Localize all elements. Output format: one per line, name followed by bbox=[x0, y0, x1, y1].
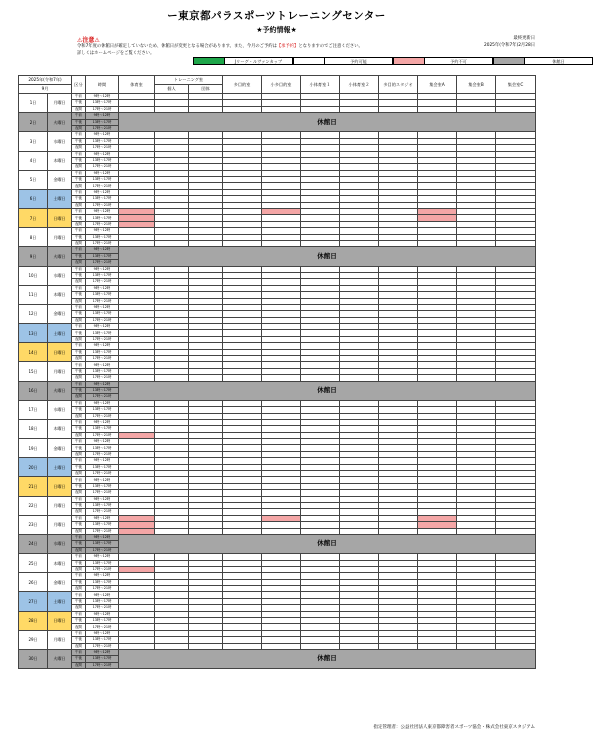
time-cell: 9時～12時 bbox=[86, 266, 119, 272]
notice-line1b: となりますのでご注意ください。 bbox=[298, 44, 363, 49]
time-cell: 9時～12時 bbox=[86, 496, 119, 502]
table-row bbox=[19, 534, 536, 540]
weekday-cell: 日曜日 bbox=[48, 611, 72, 630]
slot-cell: 午前 bbox=[72, 381, 86, 387]
slot-cell: 夜間 bbox=[72, 317, 86, 323]
facility-header: 多目的スタジオ bbox=[379, 76, 418, 94]
slot-cell: 午後 bbox=[72, 618, 86, 624]
date-cell: 12日 bbox=[19, 304, 48, 323]
training-sub-individual: 個人 bbox=[155, 85, 189, 94]
legend-swatch-gray bbox=[493, 57, 525, 65]
table-row bbox=[19, 381, 536, 387]
closed-day-cell: 休館日 bbox=[119, 534, 536, 553]
legend-label: Jリーグ・ルヴァンカップ bbox=[225, 57, 293, 65]
date-cell: 28日 bbox=[19, 611, 48, 630]
time-cell: 17時～21時 bbox=[86, 586, 119, 592]
date-cell: 1日 bbox=[19, 94, 48, 113]
time-cell: 17時～21時 bbox=[86, 240, 119, 246]
date-cell: 8日 bbox=[19, 228, 48, 247]
slot-cell: 午前 bbox=[72, 209, 86, 215]
table-row bbox=[19, 247, 536, 253]
slot-cell: 夜間 bbox=[72, 106, 86, 112]
slot-cell: 午前 bbox=[72, 285, 86, 291]
slot-cell: 午後 bbox=[72, 579, 86, 585]
slot-cell: 午後 bbox=[72, 177, 86, 183]
time-cell: 13時～17時 bbox=[86, 253, 119, 259]
date-cell: 21日 bbox=[19, 477, 48, 496]
time-cell: 9時～12時 bbox=[86, 304, 119, 310]
weekday-cell: 木曜日 bbox=[48, 554, 72, 573]
time-cell: 17時～21時 bbox=[86, 260, 119, 266]
slot-cell: 午後 bbox=[72, 426, 86, 432]
time-cell: 17時～21時 bbox=[86, 164, 119, 170]
slot-cell: 午前 bbox=[72, 515, 86, 521]
weekday-cell: 日曜日 bbox=[48, 477, 72, 496]
slot-cell: 午後 bbox=[72, 234, 86, 240]
slot-cell: 夜間 bbox=[72, 125, 86, 131]
time-cell: 17時～21時 bbox=[86, 471, 119, 477]
training-header: トレーニング室 bbox=[155, 76, 223, 85]
date-cell: 16日 bbox=[19, 381, 48, 400]
notice-line2: 詳しくはホームページをご覧ください。 bbox=[77, 51, 155, 56]
time-cell: 9時～12時 bbox=[86, 534, 119, 540]
updated-date: 2025年(令和7年)2月28日 bbox=[483, 43, 535, 48]
date-cell: 4日 bbox=[19, 151, 48, 170]
time-cell: 17時～21時 bbox=[86, 643, 119, 649]
slot-cell: 夜間 bbox=[72, 164, 86, 170]
time-cell: 17時～21時 bbox=[86, 279, 119, 285]
time-cell: 13時～17時 bbox=[86, 311, 119, 317]
time-cell: 17時～21時 bbox=[86, 145, 119, 151]
weekday-cell: 火曜日 bbox=[48, 649, 72, 668]
slot-cell: 午前 bbox=[72, 151, 86, 157]
slot-cell: 午前 bbox=[72, 611, 86, 617]
time-cell: 17時～21時 bbox=[86, 356, 119, 362]
slot-cell: 夜間 bbox=[72, 356, 86, 362]
time-cell: 9時～12時 bbox=[86, 94, 119, 100]
date-cell: 2日 bbox=[19, 113, 48, 132]
weekday-cell: 木曜日 bbox=[48, 151, 72, 170]
slot-cell: 夜間 bbox=[72, 566, 86, 572]
date-cell: 20日 bbox=[19, 458, 48, 477]
slot-cell: 夜間 bbox=[72, 394, 86, 400]
time-cell: 9時～12時 bbox=[86, 324, 119, 330]
slot-cell: 午前 bbox=[72, 400, 86, 406]
month-header: 9月 bbox=[19, 85, 72, 94]
reservation-table bbox=[18, 75, 536, 669]
legend-label: 予約可能 bbox=[325, 57, 393, 65]
date-cell: 5日 bbox=[19, 170, 48, 189]
legend-item bbox=[393, 57, 493, 65]
time-cell: 13時～17時 bbox=[86, 177, 119, 183]
weekday-cell: 水曜日 bbox=[48, 132, 72, 151]
slot-cell: 夜間 bbox=[72, 662, 86, 668]
slot-cell: 夜間 bbox=[72, 413, 86, 419]
time-cell: 9時～12時 bbox=[86, 400, 119, 406]
slot-cell: 午後 bbox=[72, 349, 86, 355]
slot-cell: 午前 bbox=[72, 573, 86, 579]
date-cell: 13日 bbox=[19, 324, 48, 343]
legend-item bbox=[493, 57, 593, 65]
slot-cell: 午後 bbox=[72, 503, 86, 509]
time-cell: 9時～12時 bbox=[86, 630, 119, 636]
date-cell: 11日 bbox=[19, 285, 48, 304]
slot-cell: 夜間 bbox=[72, 279, 86, 285]
slot-cell: 夜間 bbox=[72, 202, 86, 208]
weekday-cell: 土曜日 bbox=[48, 458, 72, 477]
slot-cell: 夜間 bbox=[72, 624, 86, 630]
date-cell: 27日 bbox=[19, 592, 48, 611]
facility-header: 小体育室１ bbox=[301, 76, 340, 94]
legend-label: 休館日 bbox=[525, 57, 593, 65]
date-cell: 14日 bbox=[19, 343, 48, 362]
slot-cell: 夜間 bbox=[72, 432, 86, 438]
date-cell: 25日 bbox=[19, 554, 48, 573]
weekday-cell: 水曜日 bbox=[48, 266, 72, 285]
weekday-cell: 金曜日 bbox=[48, 170, 72, 189]
facility-header: 小体育室２ bbox=[340, 76, 379, 94]
time-cell: 13時～17時 bbox=[86, 541, 119, 547]
time-cell: 13時～17時 bbox=[86, 407, 119, 413]
slot-cell: 夜間 bbox=[72, 375, 86, 381]
training-sub-group: 団体 bbox=[189, 85, 223, 94]
slot-cell: 午前 bbox=[72, 324, 86, 330]
slot-cell: 午前 bbox=[72, 649, 86, 655]
closed-day-cell: 休館日 bbox=[119, 247, 536, 266]
slot-cell: 午後 bbox=[72, 368, 86, 374]
date-cell: 7日 bbox=[19, 209, 48, 228]
weekday-cell: 火曜日 bbox=[48, 381, 72, 400]
time-cell: 13時～17時 bbox=[86, 426, 119, 432]
weekday-cell: 火曜日 bbox=[48, 247, 72, 266]
slot-cell: 夜間 bbox=[72, 451, 86, 457]
facility-header: 集会室C bbox=[496, 76, 536, 94]
table-row bbox=[19, 113, 536, 119]
time-cell: 17時～21時 bbox=[86, 662, 119, 668]
time-cell: 9時～12時 bbox=[86, 381, 119, 387]
weekday-cell: 水曜日 bbox=[48, 400, 72, 419]
time-cell: 17時～21時 bbox=[86, 336, 119, 342]
slot-cell: 午後 bbox=[72, 253, 86, 259]
slot-cell: 午前 bbox=[72, 189, 86, 195]
time-cell: 17時～21時 bbox=[86, 375, 119, 381]
legend bbox=[193, 57, 593, 65]
time-cell: 13時～17時 bbox=[86, 637, 119, 643]
time-cell: 9時～12時 bbox=[86, 113, 119, 119]
year-header: 2025年(令和7年) bbox=[19, 76, 72, 85]
time-cell: 9時～12時 bbox=[86, 285, 119, 291]
time-cell: 13時～17時 bbox=[86, 215, 119, 221]
weekday-cell: 土曜日 bbox=[48, 189, 72, 208]
time-cell: 13時～17時 bbox=[86, 579, 119, 585]
footer-text: 指定管理者：公益社団法人東京都障害者スポーツ協会・株式会社東京スタジアム bbox=[373, 725, 535, 730]
notice-line1a: 令和7年度の休館日が確定していないため、休館日が変更となる場合があります。また、今月のご予約は bbox=[77, 44, 277, 49]
weekday-cell: 日曜日 bbox=[48, 343, 72, 362]
closed-day-cell: 休館日 bbox=[119, 113, 536, 132]
weekday-cell: 月曜日 bbox=[48, 515, 72, 534]
time-cell: 9時～12時 bbox=[86, 419, 119, 425]
time-cell: 9時～12時 bbox=[86, 573, 119, 579]
slot-cell: 夜間 bbox=[72, 183, 86, 189]
date-cell: 17日 bbox=[19, 400, 48, 419]
date-cell: 15日 bbox=[19, 362, 48, 381]
time-cell: 9時～12時 bbox=[86, 554, 119, 560]
time-cell: 9時～12時 bbox=[86, 477, 119, 483]
legend-swatch-white bbox=[293, 57, 325, 65]
time-cell: 9時～12時 bbox=[86, 458, 119, 464]
slot-cell: 午前 bbox=[72, 419, 86, 425]
weekday-cell: 月曜日 bbox=[48, 496, 72, 515]
weekday-cell: 月曜日 bbox=[48, 94, 72, 113]
slot-cell: 午後 bbox=[72, 272, 86, 278]
time-cell: 17時～21時 bbox=[86, 106, 119, 112]
slot-cell: 午前 bbox=[72, 343, 86, 349]
slot-cell: 午前 bbox=[72, 439, 86, 445]
time-cell: 9時～12時 bbox=[86, 515, 119, 521]
weekday-cell: 火曜日 bbox=[48, 113, 72, 132]
slot-cell: 午後 bbox=[72, 100, 86, 106]
weekday-cell: 木曜日 bbox=[48, 419, 72, 438]
time-cell: 9時～12時 bbox=[86, 151, 119, 157]
time-cell: 13時～17時 bbox=[86, 483, 119, 489]
time-cell: 17時～21時 bbox=[86, 221, 119, 227]
slot-cell: 午前 bbox=[72, 132, 86, 138]
notice-line1-red: 【承予約】 bbox=[276, 44, 299, 49]
update-info bbox=[484, 35, 535, 49]
time-cell: 9時～12時 bbox=[86, 170, 119, 176]
slot-cell: 午後 bbox=[72, 560, 86, 566]
slot-cell: 午前 bbox=[72, 113, 86, 119]
date-cell: 18日 bbox=[19, 419, 48, 438]
slot-cell: 午後 bbox=[72, 292, 86, 298]
date-cell: 9日 bbox=[19, 247, 48, 266]
time-cell: 9時～12時 bbox=[86, 343, 119, 349]
date-cell: 29日 bbox=[19, 630, 48, 649]
time-cell: 13時～17時 bbox=[86, 196, 119, 202]
slot-cell: 夜間 bbox=[72, 643, 86, 649]
facility-header: 集会室A bbox=[418, 76, 457, 94]
closed-day-cell: 休館日 bbox=[119, 381, 536, 400]
date-cell: 6日 bbox=[19, 189, 48, 208]
page-title: ー東京都パラスポーツトレーニングセンター bbox=[167, 10, 386, 22]
slot-cell: 午前 bbox=[72, 630, 86, 636]
slot-cell: 午前 bbox=[72, 534, 86, 540]
time-cell: 13時～17時 bbox=[86, 387, 119, 393]
table-row bbox=[19, 649, 536, 655]
slot-cell: 夜間 bbox=[72, 547, 86, 553]
time-cell: 17時～21時 bbox=[86, 451, 119, 457]
time-cell: 13時～17時 bbox=[86, 100, 119, 106]
time-cell: 13時～17時 bbox=[86, 138, 119, 144]
weekday-cell: 月曜日 bbox=[48, 362, 72, 381]
time-cell: 13時～17時 bbox=[86, 618, 119, 624]
time-cell: 9時～12時 bbox=[86, 228, 119, 234]
time-cell: 17時～21時 bbox=[86, 490, 119, 496]
slot-cell: 午前 bbox=[72, 170, 86, 176]
time-cell: 13時～17時 bbox=[86, 503, 119, 509]
time-cell: 17時～21時 bbox=[86, 125, 119, 131]
slot-cell: 午前 bbox=[72, 266, 86, 272]
slot-cell: 午後 bbox=[72, 541, 86, 547]
time-cell: 13時～17時 bbox=[86, 656, 119, 662]
facility-header: 多目的室 bbox=[223, 76, 262, 94]
gym-header: 体育室 bbox=[119, 76, 155, 94]
time-cell: 17時～21時 bbox=[86, 432, 119, 438]
slot-cell: 午前 bbox=[72, 247, 86, 253]
legend-item bbox=[293, 57, 393, 65]
slot-cell: 午後 bbox=[72, 196, 86, 202]
weekday-cell: 月曜日 bbox=[48, 630, 72, 649]
time-cell: 17時～21時 bbox=[86, 413, 119, 419]
time-cell: 13時～17時 bbox=[86, 349, 119, 355]
date-cell: 24日 bbox=[19, 534, 48, 553]
time-cell: 13時～17時 bbox=[86, 272, 119, 278]
slot-cell: 夜間 bbox=[72, 509, 86, 515]
time-cell: 13時～17時 bbox=[86, 330, 119, 336]
time-cell: 13時～17時 bbox=[86, 368, 119, 374]
time-cell: 17時～21時 bbox=[86, 566, 119, 572]
slot-cell: 夜間 bbox=[72, 240, 86, 246]
weekday-cell: 水曜日 bbox=[48, 534, 72, 553]
time-cell: 13時～17時 bbox=[86, 119, 119, 125]
slot-cell: 午後 bbox=[72, 119, 86, 125]
legend-label: 予約不可 bbox=[425, 57, 493, 65]
time-cell: 9時～12時 bbox=[86, 189, 119, 195]
date-cell: 30日 bbox=[19, 649, 48, 668]
slot-cell: 午後 bbox=[72, 445, 86, 451]
time-cell: 9時～12時 bbox=[86, 439, 119, 445]
time-cell: 13時～17時 bbox=[86, 292, 119, 298]
time-cell: 13時～17時 bbox=[86, 598, 119, 604]
date-cell: 26日 bbox=[19, 573, 48, 592]
legend-item bbox=[193, 57, 293, 65]
legend-swatch-pink bbox=[393, 57, 425, 65]
slot-cell: 午後 bbox=[72, 311, 86, 317]
slot-cell: 夜間 bbox=[72, 586, 86, 592]
slot-cell: 夜間 bbox=[72, 490, 86, 496]
time-cell: 9時～12時 bbox=[86, 209, 119, 215]
page-subtitle: ★予約情報★ bbox=[256, 26, 297, 34]
time-cell: 17時～21時 bbox=[86, 298, 119, 304]
time-header: 時間 bbox=[86, 76, 119, 94]
slot-cell: 夜間 bbox=[72, 260, 86, 266]
kubun-header: 区分 bbox=[72, 76, 86, 94]
slot-cell: 午後 bbox=[72, 483, 86, 489]
slot-cell: 夜間 bbox=[72, 145, 86, 151]
slot-cell: 午後 bbox=[72, 407, 86, 413]
slot-cell: 午後 bbox=[72, 598, 86, 604]
slot-cell: 午後 bbox=[72, 215, 86, 221]
weekday-cell: 土曜日 bbox=[48, 592, 72, 611]
slot-cell: 夜間 bbox=[72, 336, 86, 342]
weekday-cell: 金曜日 bbox=[48, 304, 72, 323]
slot-cell: 午後 bbox=[72, 387, 86, 393]
slot-cell: 午後 bbox=[72, 656, 86, 662]
slot-cell: 午前 bbox=[72, 496, 86, 502]
time-cell: 13時～17時 bbox=[86, 445, 119, 451]
slot-cell: 午後 bbox=[72, 522, 86, 528]
slot-cell: 午後 bbox=[72, 330, 86, 336]
time-cell: 13時～17時 bbox=[86, 157, 119, 163]
time-cell: 13時～17時 bbox=[86, 522, 119, 528]
slot-cell: 午前 bbox=[72, 94, 86, 100]
legend-swatch-green bbox=[193, 57, 225, 65]
slot-cell: 午前 bbox=[72, 592, 86, 598]
date-cell: 3日 bbox=[19, 132, 48, 151]
time-cell: 17時～21時 bbox=[86, 605, 119, 611]
slot-cell: 夜間 bbox=[72, 605, 86, 611]
warning-label: ⚠注意⚠ bbox=[77, 37, 100, 44]
time-cell: 13時～17時 bbox=[86, 464, 119, 470]
time-cell: 9時～12時 bbox=[86, 132, 119, 138]
weekday-cell: 土曜日 bbox=[48, 324, 72, 343]
time-cell: 9時～12時 bbox=[86, 592, 119, 598]
slot-cell: 午後 bbox=[72, 637, 86, 643]
slot-cell: 午前 bbox=[72, 228, 86, 234]
weekday-cell: 木曜日 bbox=[48, 285, 72, 304]
weekday-cell: 金曜日 bbox=[48, 573, 72, 592]
time-cell: 9時～12時 bbox=[86, 611, 119, 617]
slot-cell: 夜間 bbox=[72, 528, 86, 534]
date-cell: 22日 bbox=[19, 496, 48, 515]
weekday-cell: 月曜日 bbox=[48, 228, 72, 247]
slot-cell: 夜間 bbox=[72, 298, 86, 304]
time-cell: 17時～21時 bbox=[86, 202, 119, 208]
slot-cell: 午前 bbox=[72, 362, 86, 368]
table-body bbox=[19, 94, 536, 669]
weekday-cell: 日曜日 bbox=[48, 209, 72, 228]
slot-cell: 午後 bbox=[72, 138, 86, 144]
time-cell: 9時～12時 bbox=[86, 649, 119, 655]
slot-cell: 午前 bbox=[72, 458, 86, 464]
slot-cell: 午前 bbox=[72, 304, 86, 310]
closed-day-cell: 休館日 bbox=[119, 649, 536, 668]
time-cell: 17時～21時 bbox=[86, 547, 119, 553]
time-cell: 17時～21時 bbox=[86, 509, 119, 515]
time-cell: 13時～17時 bbox=[86, 560, 119, 566]
time-cell: 17時～21時 bbox=[86, 624, 119, 630]
slot-cell: 午前 bbox=[72, 477, 86, 483]
time-cell: 13時～17時 bbox=[86, 234, 119, 240]
slot-cell: 午後 bbox=[72, 464, 86, 470]
slot-cell: 夜間 bbox=[72, 221, 86, 227]
date-cell: 23日 bbox=[19, 515, 48, 534]
updated-label: 最終更新日 bbox=[513, 36, 535, 41]
notice-text bbox=[77, 43, 457, 57]
facility-header: 小多目的室 bbox=[262, 76, 301, 94]
time-cell: 17時～21時 bbox=[86, 183, 119, 189]
weekday-cell: 金曜日 bbox=[48, 439, 72, 458]
slot-cell: 午後 bbox=[72, 157, 86, 163]
time-cell: 9時～12時 bbox=[86, 362, 119, 368]
date-cell: 19日 bbox=[19, 439, 48, 458]
date-cell: 10日 bbox=[19, 266, 48, 285]
time-cell: 9時～12時 bbox=[86, 247, 119, 253]
time-cell: 17時～21時 bbox=[86, 394, 119, 400]
time-cell: 17時～21時 bbox=[86, 317, 119, 323]
slot-cell: 午前 bbox=[72, 554, 86, 560]
time-cell: 17時～21時 bbox=[86, 528, 119, 534]
slot-cell: 夜間 bbox=[72, 471, 86, 477]
facility-header: 集会室B bbox=[457, 76, 496, 94]
